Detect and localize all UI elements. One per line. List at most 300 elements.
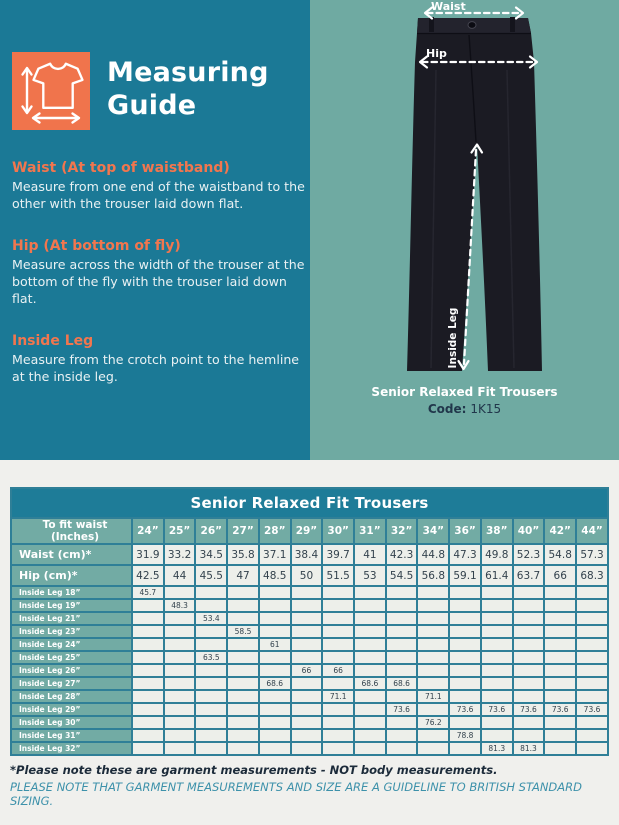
measurement-cell [322, 599, 354, 612]
measurement-cell: 61.4 [481, 565, 513, 586]
measurement-cell [354, 625, 386, 638]
measurement-cell [544, 729, 576, 742]
measurement-cell: 47.3 [449, 544, 481, 565]
table-row [11, 651, 608, 664]
measurement-cell [481, 664, 513, 677]
measurement-cell [417, 664, 449, 677]
measurement-cell [544, 664, 576, 677]
inside-leg-instructions: Measure from the crotch point to the hemline at the inside leg. [12, 352, 300, 384]
inside-leg-heading: Inside Leg [12, 333, 94, 349]
measurement-cell [417, 742, 449, 755]
row-label: Inside Leg 24” [11, 638, 132, 651]
guide-sections [12, 160, 305, 411]
measurement-cell [386, 625, 418, 638]
table-row [11, 544, 608, 565]
measurement-cell [291, 690, 323, 703]
measurement-cell [354, 703, 386, 716]
measurement-cell [386, 638, 418, 651]
measurement-cell [481, 729, 513, 742]
measurement-cell [481, 677, 513, 690]
size-header: 40” [513, 518, 545, 544]
measurement-cell [322, 651, 354, 664]
measurement-cell [259, 729, 291, 742]
measurement-cell [449, 651, 481, 664]
measurement-cell: 49.8 [481, 544, 513, 565]
measurement-cell [259, 664, 291, 677]
measurement-cell [386, 599, 418, 612]
measurement-cell: 59.1 [449, 565, 481, 586]
measurement-cell [132, 677, 164, 690]
measurement-cell [259, 716, 291, 729]
measurement-cell [164, 690, 196, 703]
measurement-cell: 31.9 [132, 544, 164, 565]
measurement-cell [132, 690, 164, 703]
measurement-cell [227, 729, 259, 742]
measurement-cell: 73.6 [576, 703, 608, 716]
table-row [11, 703, 608, 716]
measurement-cell [481, 612, 513, 625]
measurement-cell: 58.5 [227, 625, 259, 638]
measurement-cell [322, 716, 354, 729]
measurement-cell [513, 690, 545, 703]
size-header: 28” [259, 518, 291, 544]
waist-heading: Waist (At top of waistband) [12, 160, 230, 176]
measurement-cell [259, 612, 291, 625]
measurement-cell [544, 612, 576, 625]
measurement-cell [132, 742, 164, 755]
measurement-cell [227, 703, 259, 716]
measurement-cell [291, 599, 323, 612]
measurement-cell: 52.3 [513, 544, 545, 565]
measurement-cell [132, 625, 164, 638]
measurement-cell: 38.4 [291, 544, 323, 565]
measurement-cell [417, 729, 449, 742]
row-label: Inside Leg 29” [11, 703, 132, 716]
size-header: 30” [322, 518, 354, 544]
measurement-cell [227, 612, 259, 625]
measurement-cell [481, 690, 513, 703]
measurement-cell [354, 729, 386, 742]
measurement-cell: 44.8 [417, 544, 449, 565]
measurement-cell [544, 586, 576, 599]
measurement-cell [195, 638, 227, 651]
measurement-cell [259, 586, 291, 599]
measurement-cell [576, 651, 608, 664]
measurement-cell: 42.5 [132, 565, 164, 586]
measurement-cell [544, 742, 576, 755]
measurement-cell: 35.8 [227, 544, 259, 565]
guideline-note: PLEASE NOTE THAT GARMENT MEASUREMENTS AND SIZE ARE A GUIDELINE TO BRITISH STANDARD SIZING. [10, 780, 582, 808]
measurement-cell [259, 625, 291, 638]
guide-section-inside-leg [12, 333, 305, 385]
measurement-cell [449, 638, 481, 651]
measurement-cell [227, 638, 259, 651]
row-label: Inside Leg 30” [11, 716, 132, 729]
page-title-line2: Guide [107, 90, 197, 121]
measurement-cell [449, 586, 481, 599]
measurement-cell [322, 638, 354, 651]
measurement-cell [576, 677, 608, 690]
measurement-cell [291, 625, 323, 638]
measurement-cell: 68.6 [259, 677, 291, 690]
measurement-cell [291, 638, 323, 651]
measurement-cell [322, 729, 354, 742]
measurement-cell [513, 612, 545, 625]
row-label: Hip (cm)* [11, 565, 132, 586]
measurement-cell [164, 742, 196, 755]
size-header: 24” [132, 518, 164, 544]
measurement-cell: 68.3 [576, 565, 608, 586]
measurement-cell [449, 625, 481, 638]
measurement-cell [576, 638, 608, 651]
measurement-cell [544, 690, 576, 703]
measurement-cell [354, 586, 386, 599]
code-value: 1K15 [470, 402, 502, 416]
measurement-cell [291, 716, 323, 729]
measurement-cell [227, 651, 259, 664]
measurement-cell [132, 729, 164, 742]
size-header: 31” [354, 518, 386, 544]
size-header: 32” [386, 518, 418, 544]
measurement-cell [322, 677, 354, 690]
measurement-cell [195, 742, 227, 755]
trouser-button [468, 22, 476, 29]
measurement-cell [195, 664, 227, 677]
table-row [11, 690, 608, 703]
measurement-cell: 66 [544, 565, 576, 586]
shirt-measure-icon [12, 52, 90, 130]
row-label: Inside Leg 23” [11, 625, 132, 638]
measurement-cell [164, 729, 196, 742]
table-header-row [11, 518, 608, 544]
measurement-cell [417, 599, 449, 612]
measurement-cell [386, 690, 418, 703]
measurement-cell [386, 586, 418, 599]
measurement-cell [386, 612, 418, 625]
size-header: 26” [195, 518, 227, 544]
waist-instructions: Measure from one end of the waistband to the other with the trouser laid down flat. [12, 179, 305, 211]
measurement-cell [513, 664, 545, 677]
measurement-cell [544, 599, 576, 612]
measurement-cell [132, 599, 164, 612]
size-header: 42” [544, 518, 576, 544]
measurement-cell [513, 586, 545, 599]
measurement-cell [132, 651, 164, 664]
hip-arrow-label: Hip [426, 47, 447, 60]
measurement-cell [259, 742, 291, 755]
size-header: 34” [417, 518, 449, 544]
measurement-cell [386, 651, 418, 664]
table-row [11, 625, 608, 638]
measuring-guide-panel [0, 0, 310, 460]
measurement-cell [513, 651, 545, 664]
measurement-cell [259, 599, 291, 612]
measurement-cell [227, 677, 259, 690]
measurement-cell [164, 716, 196, 729]
measurement-cell [227, 599, 259, 612]
measurement-cell [449, 742, 481, 755]
measurement-cell [291, 677, 323, 690]
measurement-cell [449, 664, 481, 677]
measurement-cell [195, 599, 227, 612]
measurement-cell: 73.6 [544, 703, 576, 716]
size-table [10, 487, 609, 756]
measurement-cell [576, 716, 608, 729]
row-label: Inside Leg 21” [11, 612, 132, 625]
size-header: 38” [481, 518, 513, 544]
row-label: Inside Leg 18” [11, 586, 132, 599]
guide-section-waist [12, 160, 305, 212]
measurement-cell [354, 690, 386, 703]
measurement-cell [417, 651, 449, 664]
measurement-cell [291, 729, 323, 742]
measurement-cell [576, 664, 608, 677]
measurement-cell: 48.3 [164, 599, 196, 612]
measurement-cell: 54.8 [544, 544, 576, 565]
measurement-cell: 71.1 [417, 690, 449, 703]
code-label: Code: [427, 402, 467, 416]
measurement-cell: 76.2 [417, 716, 449, 729]
table-row [11, 586, 608, 599]
row-label: Inside Leg 28” [11, 690, 132, 703]
measurement-cell: 63.5 [195, 651, 227, 664]
measurement-cell [449, 612, 481, 625]
measurement-cell [576, 729, 608, 742]
size-header: 44” [576, 518, 608, 544]
measurement-cell [132, 664, 164, 677]
header-label: To fit waist (Inches) [11, 518, 132, 544]
measurement-cell [386, 742, 418, 755]
measurement-cell: 73.6 [513, 703, 545, 716]
measurement-cell [354, 742, 386, 755]
measurement-cell [164, 612, 196, 625]
product-name: Senior Relaxed Fit Trousers [371, 385, 558, 399]
measurement-cell [132, 703, 164, 716]
measurement-cell: 71.1 [322, 690, 354, 703]
measurement-cell [417, 612, 449, 625]
measurement-cell [291, 586, 323, 599]
measurement-cell [227, 586, 259, 599]
measurement-cell: 63.7 [513, 565, 545, 586]
measurement-cell [417, 625, 449, 638]
measurement-cell [291, 703, 323, 716]
table-row [11, 638, 608, 651]
measurement-cell [195, 729, 227, 742]
measurement-cell [195, 690, 227, 703]
measurement-cell [322, 625, 354, 638]
measurement-cell [132, 638, 164, 651]
measurement-cell: 41 [354, 544, 386, 565]
measurement-cell [544, 638, 576, 651]
measurement-cell [322, 703, 354, 716]
measurement-cell [386, 716, 418, 729]
measurement-cell [354, 599, 386, 612]
measurement-cell: 47 [227, 565, 259, 586]
waist-arrow-label: Waist [431, 0, 466, 13]
measurement-cell [386, 729, 418, 742]
measurement-cell [544, 716, 576, 729]
measurement-cell [164, 651, 196, 664]
size-header: 36” [449, 518, 481, 544]
table-row [11, 677, 608, 690]
measurement-cell: 53.4 [195, 612, 227, 625]
table-title-row [11, 488, 608, 518]
product-caption [310, 385, 619, 417]
row-label: Inside Leg 31” [11, 729, 132, 742]
measurement-cell [291, 742, 323, 755]
measurement-cell [354, 664, 386, 677]
measurement-cell [227, 716, 259, 729]
measurement-cell: 68.6 [386, 677, 418, 690]
measurement-cell: 61 [259, 638, 291, 651]
measurement-cell [195, 703, 227, 716]
measurement-cell [132, 716, 164, 729]
measurement-cell [291, 612, 323, 625]
measurement-cell [417, 638, 449, 651]
measurement-cell [417, 677, 449, 690]
measurement-cell: 54.5 [386, 565, 418, 586]
measurement-cell [164, 586, 196, 599]
measurement-cell [195, 716, 227, 729]
belt-loop [510, 17, 515, 32]
measurement-cell: 45.5 [195, 565, 227, 586]
measurement-cell [354, 612, 386, 625]
measurement-cell [259, 651, 291, 664]
measurement-cell [513, 599, 545, 612]
measurement-cell: 37.1 [259, 544, 291, 565]
measurement-cell [513, 638, 545, 651]
measurement-cell: 42.3 [386, 544, 418, 565]
measurement-cell [417, 586, 449, 599]
measurement-cell [576, 690, 608, 703]
measurement-cell: 33.2 [164, 544, 196, 565]
measurement-cell: 78.8 [449, 729, 481, 742]
measurement-cell [291, 651, 323, 664]
measurement-cell: 81.3 [513, 742, 545, 755]
measurement-cell [164, 677, 196, 690]
hip-heading: Hip (At bottom of fly) [12, 238, 181, 254]
row-label: Waist (cm)* [11, 544, 132, 565]
measurement-cell [354, 638, 386, 651]
measurement-cell [544, 651, 576, 664]
measurement-cell [227, 664, 259, 677]
measurement-cell [227, 690, 259, 703]
measurement-cell [576, 742, 608, 755]
measurement-cell: 34.5 [195, 544, 227, 565]
measurement-cell [449, 599, 481, 612]
footnotes [10, 763, 607, 808]
measurement-cell [195, 625, 227, 638]
measurement-cell [513, 625, 545, 638]
measurement-cell: 51.5 [322, 565, 354, 586]
measurement-cell: 39.7 [322, 544, 354, 565]
measurement-cell: 73.6 [449, 703, 481, 716]
measurement-cell [417, 703, 449, 716]
measurement-cell [354, 716, 386, 729]
measurement-cell: 66 [291, 664, 323, 677]
measurement-cell: 57.3 [576, 544, 608, 565]
size-table-section [0, 460, 619, 808]
measurement-cell: 66 [322, 664, 354, 677]
measurement-cell: 48.5 [259, 565, 291, 586]
trousers-diagram-panel [310, 0, 619, 460]
table-row [11, 612, 608, 625]
table-row [11, 664, 608, 677]
trousers-diagram [310, 0, 619, 380]
measurement-cell [164, 638, 196, 651]
measurement-cell [449, 716, 481, 729]
table-row [11, 599, 608, 612]
measurement-cell [481, 625, 513, 638]
table-title: Senior Relaxed Fit Trousers [11, 488, 608, 518]
size-header: 27” [227, 518, 259, 544]
size-header: 25” [164, 518, 196, 544]
measurement-cell [227, 742, 259, 755]
page-title [107, 56, 269, 122]
measurement-cell [481, 716, 513, 729]
measurement-cell [164, 664, 196, 677]
measurement-cell: 56.8 [417, 565, 449, 586]
measurement-cell [481, 651, 513, 664]
measurement-cell [164, 703, 196, 716]
page-title-line1: Measuring [107, 57, 269, 88]
measurement-cell: 44 [164, 565, 196, 586]
brand-row [12, 52, 269, 130]
measurement-cell [322, 742, 354, 755]
measurement-cell [481, 586, 513, 599]
measurement-cell [576, 625, 608, 638]
measurement-cell: 53 [354, 565, 386, 586]
shirt-measure-icon-svg [12, 52, 90, 130]
measurement-cell [481, 599, 513, 612]
measurement-cell [354, 651, 386, 664]
measurement-cell [576, 586, 608, 599]
row-label: Inside Leg 27” [11, 677, 132, 690]
measurement-cell [386, 664, 418, 677]
table-row [11, 742, 608, 755]
measurement-cell [576, 599, 608, 612]
row-label: Inside Leg 25” [11, 651, 132, 664]
product-code [310, 402, 619, 417]
table-row [11, 729, 608, 742]
measurement-cell [513, 677, 545, 690]
measurement-cell [195, 586, 227, 599]
garment-note: *Please note these are garment measurements - NOT body measurements. [10, 763, 498, 777]
row-label: Inside Leg 32” [11, 742, 132, 755]
measurement-cell [449, 677, 481, 690]
measurement-cell [481, 638, 513, 651]
size-header: 29” [291, 518, 323, 544]
measurement-cell [513, 716, 545, 729]
measurement-cell [259, 690, 291, 703]
row-label: Inside Leg 26” [11, 664, 132, 677]
measurement-cell: 45.7 [132, 586, 164, 599]
measurement-cell [576, 612, 608, 625]
table-row [11, 716, 608, 729]
row-label: Inside Leg 19” [11, 599, 132, 612]
measurement-cell [195, 677, 227, 690]
measurement-cell: 73.6 [386, 703, 418, 716]
measurement-cell [322, 612, 354, 625]
measurement-cell: 68.6 [354, 677, 386, 690]
measurement-cell: 73.6 [481, 703, 513, 716]
measurement-cell: 81.3 [481, 742, 513, 755]
inside-leg-arrow-label: Inside Leg [447, 307, 459, 369]
measurement-cell [132, 612, 164, 625]
measurement-cell [544, 625, 576, 638]
hip-instructions: Measure across the width of the trouser at the bottom of the fly with the trouser laid down flat. [12, 257, 305, 306]
measurement-cell [164, 625, 196, 638]
